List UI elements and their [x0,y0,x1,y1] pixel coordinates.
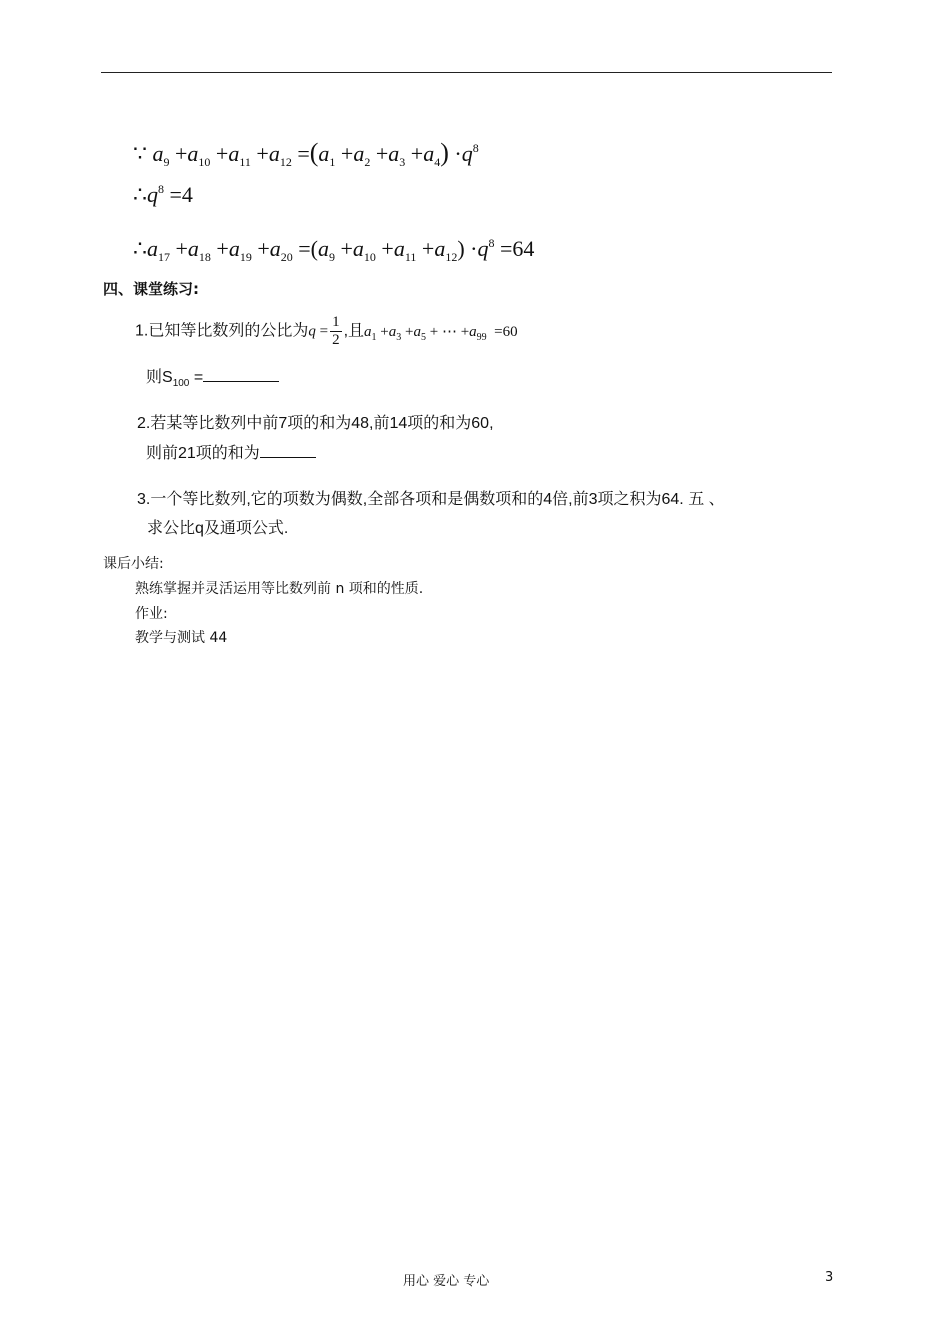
exercise-2-line-2: 则前21项的和为 [146,440,316,463]
homework-heading: 作业: [135,606,168,622]
formula-line-1: ∵ $a_9 +a_{10} +a_{11} +a_{12} =(a_1 +a_2 +a_3 +a_4) \cdot q^8$ [133,138,479,169]
fraction-one-half: $\frac{1}{2}$ [332,314,340,348]
answer-blank-1[interactable] [203,367,279,382]
exercise-3-line-1: 3.一个等比数列,它的项数为偶数,全部各项和是偶数项和的4倍,前3项之积为64. 五 、 [137,491,725,508]
formula-line-2: $\therefore q^8 =4$ [133,182,193,207]
exercise-1-line-2: 则$S_{100}$ = [146,364,279,389]
header-rule [101,72,832,73]
exercise-1-line-1: 1.已知等比数列的公比为q = $\frac{1}{2}$ ,且$a_1 +a_3 +a_5$ + ⋯ $+a_{99} =60$ [135,314,518,348]
homework-text: 教学与测试 44 [135,630,228,646]
exercise-2-line-1: 2.若某等比数列中前7项的和为48,前14项的和为60, [137,415,494,432]
summary-heading: 课后小结: [103,556,164,572]
summary-text: 熟练掌握并灵活运用等比数列前 n 项和的性质. [135,581,424,597]
section-heading-practice: 四、课堂练习: [103,280,199,298]
exercise-3-line-2: 求公比q及通项公式. [147,520,289,537]
formula-line-3: $\therefore a_{17} +a_{18} +a_{19} +a_{20} =(a_9 +a_{10} +a_{11} +a_{12}) \cdot q^8 =64$ [133,236,535,264]
answer-blank-2[interactable] [260,443,316,458]
footer-motto: 用心 爱心 专心 [403,1274,490,1289]
page-number: 3 [825,1270,834,1285]
